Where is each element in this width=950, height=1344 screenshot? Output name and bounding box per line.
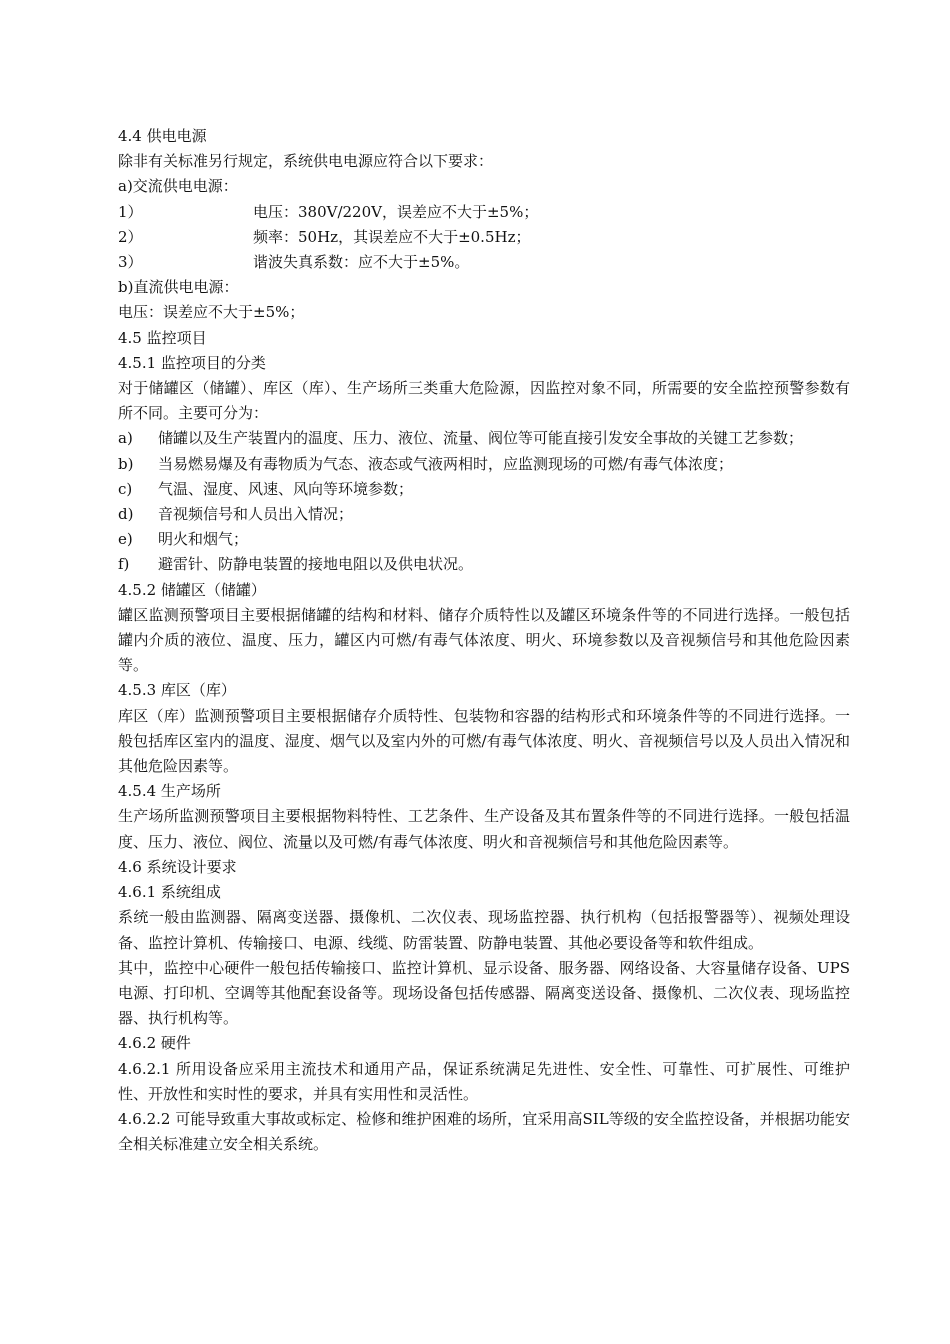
- monitor-item-c: [118, 477, 850, 502]
- section-4-4-intro: 除非有关标准另行规定，系统供电电源应符合以下要求：: [118, 152, 494, 171]
- section-4-5-4-text: 生产场所监测预警项目主要根据物料特性、工艺条件、生产设备及其布置条件等的不同进行选择。一般包括温度、压力、液位、阀位、流量以及可燃/有毒气体浓度、明火和音视频信号和其他危险因素等。: [118, 807, 850, 851]
- ac-power-title: a)交流供电电源：: [118, 177, 238, 196]
- section-4-6-heading: 4.6 系统设计要求: [118, 857, 237, 876]
- ac-item-1-text: 电压：380V/220V，误差应不大于±5%；: [253, 202, 539, 221]
- section-4-5-1-intro: 对于储罐区（储罐）、库区（库）、生产场所三类重大危险源，因监控对象不同，所需要的安全监控预警参数有所不同。主要可分为：: [118, 379, 850, 423]
- monitor-item-c-number: c): [118, 479, 133, 498]
- ac-item-2-text: 频率：50Hz，其误差应不大于±0.5Hz；: [253, 227, 531, 246]
- monitor-item-a: [118, 426, 850, 451]
- ac-item-3-text: 谐波失真系数：应不大于±5%。: [253, 253, 470, 272]
- ac-item-3-number: 3）: [118, 253, 143, 272]
- section-4-5-1-heading: 4.5.1 监控项目的分类: [118, 353, 266, 372]
- section-4-5-heading: 4.5 监控项目: [118, 328, 207, 347]
- section-4-5-2-heading: 4.5.2 储罐区（储罐）: [118, 580, 266, 599]
- ac-item-2-number: 2）: [118, 227, 143, 246]
- ac-item-2: [118, 225, 850, 250]
- section-4-4-heading: 4.4 供电电源: [118, 127, 207, 145]
- section-4-6-2-heading: 4.6.2 硬件: [118, 1034, 191, 1053]
- ac-item-1: [118, 200, 850, 225]
- clause-4-6-2-1: 4.6.2.1 所用设备应采用主流技术和通用产品，保证系统满足先进性、安全性、可靠性、可扩展性、可维护性、开放性和实时性的要求，并具有实用性和灵活性。: [118, 1059, 850, 1103]
- monitor-item-b: [118, 452, 850, 477]
- dc-power-title: b)直流供电电源：: [118, 278, 239, 297]
- section-4-5-3-text: 库区（库）监测预警项目主要根据储存介质特性、包装物和容器的结构形式和环境条件等的不同进行选择。一般包括库区室内的温度、湿度、烟气以及室内外的可燃/有毒气体浓度、明火、音视频信号以及人员出入情况和其他危险因素等。: [118, 706, 850, 776]
- monitor-item-a-number: a): [118, 429, 133, 448]
- section-4-6-1-paragraph-1: 系统一般由监测器、隔离变送器、摄像机、二次仪表、现场监控器、执行机构（包括报警器等）、视频处理设备、监控计算机、传输接口、电源、线缆、防雷装置、防静电装置、其他必要设备等和软件组成。: [118, 908, 850, 952]
- ac-item-1-number: 1）: [118, 202, 143, 221]
- section-4-6-1-paragraph-2: 其中，监控中心硬件一般包括传输接口、监控计算机、显示设备、服务器、网络设备、大容量储存设备、UPS电源、打印机、空调等其他配套设备等。现场设备包括传感器、隔离变送设备、摄像机、二次仪表、现场监控器、执行机构等。: [118, 958, 850, 1028]
- section-4-6-1-heading: 4.6.1 系统组成: [118, 883, 221, 902]
- monitor-item-f: [118, 552, 850, 577]
- section-4-5-3-heading: 4.5.3 库区（库）: [118, 681, 236, 700]
- document-page: [118, 124, 850, 1157]
- monitor-item-e: [118, 527, 850, 552]
- monitor-item-d: [118, 502, 850, 527]
- monitor-item-f-text: 避雷针、防静电装置的接地电阻以及供电状况。: [158, 555, 474, 574]
- dc-power-text: 电压：误差应不大于±5%；: [118, 303, 305, 322]
- monitor-item-e-text: 明火和烟气；: [158, 530, 249, 549]
- monitor-item-d-text: 音视频信号和人员出入情况；: [158, 505, 354, 524]
- monitor-item-e-number: e): [118, 530, 133, 549]
- monitor-item-d-number: d): [118, 505, 134, 524]
- section-4-5-4-heading: 4.5.4 生产场所: [118, 782, 221, 801]
- section-4-5-2-text: 罐区监测预警项目主要根据储罐的结构和材料、储存介质特性以及罐区环境条件等的不同进行选择。一般包括罐内介质的液位、温度、压力，罐区内可燃/有毒气体浓度、明火、环境参数以及音视频信号和其他危险因素等。: [118, 605, 850, 675]
- monitor-item-b-text: 当易燃易爆及有毒物质为气态、液态或气液两相时，应监测现场的可燃/有毒气体浓度；: [158, 454, 734, 473]
- clause-4-6-2-2: 4.6.2.2 可能导致重大事故或标定、检修和维护困难的场所，宜采用高SIL等级的安全监控设备，并根据功能安全相关标准建立安全相关系统。: [118, 1109, 850, 1154]
- monitor-item-b-number: b): [118, 454, 134, 473]
- monitor-item-f-number: f): [118, 555, 130, 574]
- ac-item-3: [118, 250, 850, 275]
- monitor-item-a-text: 储罐以及生产装置内的温度、压力、液位、流量、阀位等可能直接引发安全事故的关键工艺参数；: [158, 429, 804, 448]
- monitor-item-c-text: 气温、湿度、风速、风向等环境参数；: [158, 479, 414, 498]
